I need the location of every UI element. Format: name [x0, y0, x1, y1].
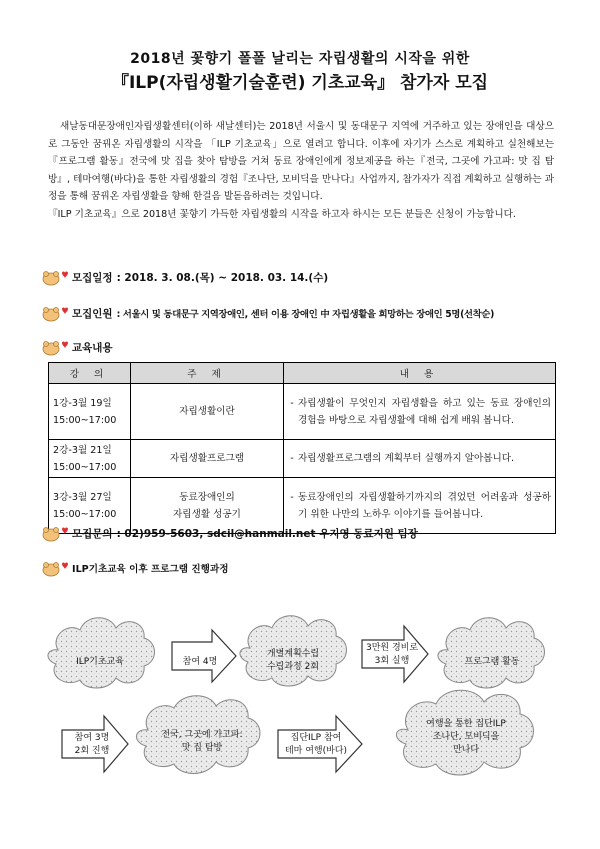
session-cell [49, 440, 131, 478]
session-time: 15:00~17:00 [53, 508, 117, 520]
education-label: 교육내용 [72, 341, 113, 354]
step-1-label: ILP기초교육 [76, 657, 124, 667]
section-recruit [42, 304, 494, 322]
period-label: 모집일정 [72, 271, 113, 284]
process-label: ILP기초교육 이후 프로그램 진행과정 [72, 564, 229, 575]
step-7-label: 맛 집 탐방 [181, 743, 223, 753]
title-line-2: 『ILP(자립생활기술훈련) 기초교육』 참가자 모집 [111, 73, 489, 93]
intro-paragraph: 새날동대문장애인자립생활센터(이하 새날센터)는 2018년 서울시 및 동대문구 지역에 거주하고 있는 장애인을 대상으로 그동안 꿈꿔온 자립생활의 시작을 「ILP 기초교육」으로 열려고 합니다. 이후에 자기가 스스로 계획하고 실천해보는『프로그램 활동』전국에 맛 집을 찾아 탐방을 거쳐 동료 장애인에게 정보제공을 하는『전국, 그곳에 가고파: 맛 집 탐방』, 테마여행(바다)을 통한 자립생활의 경험『조나단, 모비딕을 만나다』사업까지, 참가자가 직접 계획하고 실행하는 과정을 통해 꿈꿔온 자립생활을 향해 한걸음 발돋음하려는 것입니다. [48, 121, 554, 203]
session-date: 2강-3월 21일 [53, 444, 112, 456]
step-8-label: 집단ILP 참여 [290, 733, 342, 743]
topic-line: 동료장애인의 [179, 491, 235, 503]
table-header-row [49, 363, 556, 384]
step-5-label: 프로그램 활동 [464, 657, 520, 667]
session-date: 1강-3월 19일 [53, 397, 112, 409]
bear-heart-icon [42, 559, 68, 577]
process-diagram [0, 600, 600, 849]
cloud-step-9 [396, 690, 533, 775]
step-3-label: 수립과정 2회 [266, 662, 320, 672]
arrow-step-8 [278, 716, 362, 772]
arrow-step-2 [172, 630, 236, 682]
content-text: 동료장애인의 자립생활하기까지의 겪었던 어려움과 성공하기 위한 나만의 노하우 이야기를 들어봅니다. [298, 491, 551, 520]
section-process [42, 559, 228, 577]
header-topic: 주 제 [131, 363, 284, 384]
intro-closing: 『ILP 기초교육』으로 2018년 꽃향기 가득한 자립생활의 시작을 하고자 하시는 모든 분들은 신청이 가능합니다. [48, 208, 516, 220]
step-7-label: 전국, 그곳에 가고파: [161, 730, 243, 740]
title-line-1: 2018년 꽃향기 폴폴 날리는 자립생활의 시작을 위한 [130, 51, 470, 67]
step-9-label: 조나단, 모비딕을 [432, 732, 500, 742]
step-3-label: 개별계획수립 [266, 649, 320, 659]
session-time: 15:00~17:00 [53, 461, 117, 473]
topic-line: 자립생활이란 [179, 406, 235, 417]
session-cell [49, 384, 131, 440]
section-period [42, 268, 328, 286]
table-row [49, 440, 556, 478]
step-9-label: 만나다 [452, 745, 480, 755]
bear-heart-icon [42, 524, 68, 542]
header-session: 강 의 [49, 363, 131, 384]
topic-cell [131, 440, 284, 478]
cloud-step-1 [48, 618, 155, 688]
cloud-step-5 [438, 618, 545, 688]
arrow-step-6 [62, 716, 128, 772]
inquiry-value: : 02)959-5603, sdcil@hanmail.net 우지영 동료지원 팀장 [116, 527, 418, 540]
section-inquiry [42, 524, 418, 542]
bear-heart-icon [42, 304, 68, 322]
education-table [48, 362, 556, 534]
bear-heart-icon [42, 268, 68, 286]
cloud-step-7 [136, 696, 260, 774]
arrow-step-4 [362, 626, 428, 682]
step-6-label: 2회 진행 [74, 746, 110, 756]
step-9-label: 여행을 통한 집단ILP [426, 719, 506, 729]
session-date: 3강-3월 27일 [53, 491, 112, 503]
cloud-step-3 [240, 616, 347, 686]
topic-line: 자립생활 성공기 [173, 508, 241, 520]
topic-line: 자립생활프로그램 [169, 453, 245, 464]
recruit-value: : 서울시 및 동대문구 지역장애인, 센터 이용 장애인 中 자립생활을 희망하는 장애인 5명(선착순) [116, 309, 495, 320]
step-6-label: 참여 3명 [74, 733, 110, 743]
topic-cell [131, 384, 284, 440]
content-cell: - 자립생활이 무엇인지 자립생활을 하고 있는 동료 장애인의 경험을 바탕으로 자립생활에 대해 쉽게 배워 봅니다. [284, 384, 556, 440]
intro-text [48, 118, 554, 224]
inquiry-label: 모집문의 [72, 527, 113, 540]
recruit-label: 모집인원 [72, 307, 113, 320]
table-row [49, 384, 556, 440]
step-8-label: 테마 여행(바다) [284, 746, 348, 756]
step-4-label: 3만원 경비로 [365, 643, 419, 653]
bear-heart-icon [42, 338, 68, 356]
content-text: 자립생활이 무엇인지 자립생활을 하고 있는 동료 장애인의 경험을 바탕으로 자립생활에 대해 쉽게 배워 봅니다. [298, 397, 551, 426]
content-text: 자립생활프로그램의 계획부터 실행까지 알아봅니다. [298, 453, 515, 464]
content-cell: - 자립생활프로그램의 계획부터 실행까지 알아봅니다. [284, 440, 556, 478]
period-value: : 2018. 3. 08.(목) ~ 2018. 03. 14.(수) [116, 271, 329, 284]
step-4-label: 3회 실행 [374, 656, 410, 666]
content-cell: - 동료장애인의 자립생활하기까지의 겪었던 어려움과 성공하기 위한 나만의 노하우 이야기를 들어봅니다. [284, 478, 556, 534]
header-content: 내 용 [284, 363, 556, 384]
section-education [42, 338, 113, 356]
step-2-label: 참여 4명 [182, 657, 218, 667]
session-time: 15:00~17:00 [53, 414, 117, 426]
